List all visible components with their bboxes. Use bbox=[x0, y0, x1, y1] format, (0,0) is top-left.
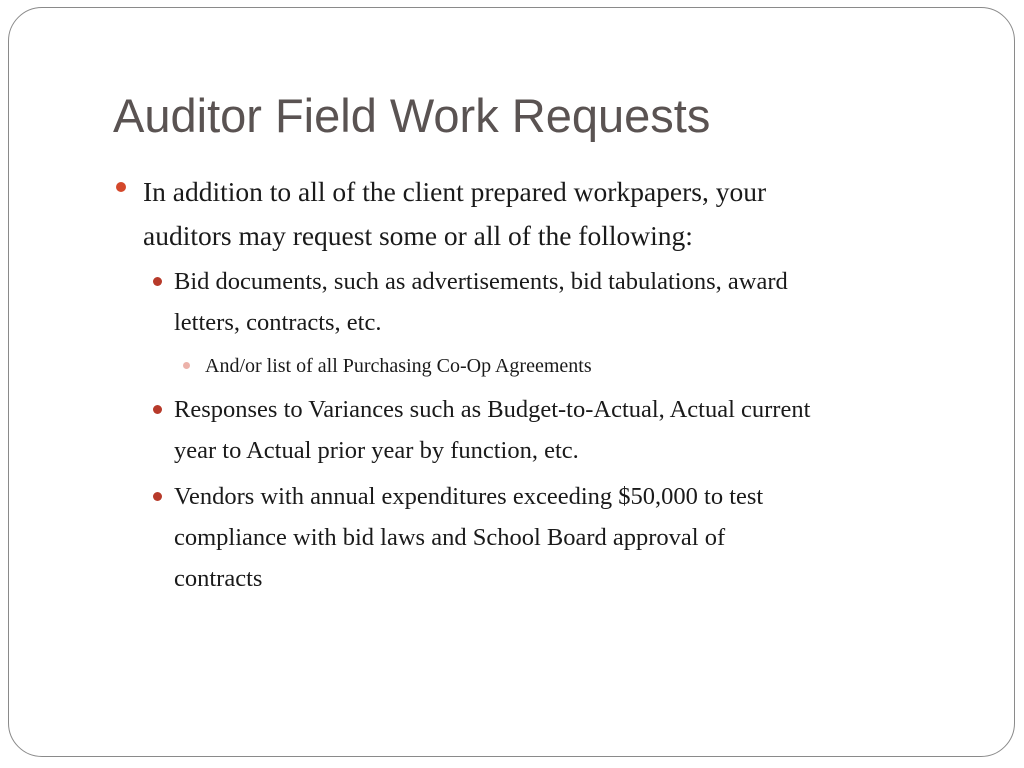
sub-sub-point-line: And/or list of all Purchasing Co-Op Agreements bbox=[205, 355, 592, 377]
sub-point-line: Vendors with annual expenditures exceeding $50,000 to test bbox=[174, 483, 764, 510]
sub-sub-point-coop bbox=[205, 351, 905, 381]
sub-point-line: contracts bbox=[174, 565, 263, 592]
slide-title: Auditor Field Work Requests bbox=[113, 89, 711, 142]
main-point-line: In addition to all of the client prepared workpapers, your bbox=[143, 176, 767, 207]
bullet-dot-icon bbox=[153, 277, 162, 286]
sub-point-line: letters, contracts, etc. bbox=[174, 309, 382, 336]
sub-point-variances bbox=[174, 389, 974, 471]
sub-point-line: Bid documents, such as advertisements, bid tabulations, award bbox=[174, 268, 788, 295]
sub-point-line: year to Actual prior year by function, etc. bbox=[174, 437, 579, 464]
sub-point-line: compliance with bid laws and School Board approval of bbox=[174, 524, 726, 551]
sub-point-line: Responses to Variances such as Budget-to-Actual, Actual current bbox=[174, 396, 811, 423]
sub-point-bid-documents bbox=[174, 261, 974, 343]
sub-point-vendors bbox=[174, 476, 974, 599]
bullet-dot-icon bbox=[183, 362, 190, 369]
bullet-dot-icon bbox=[116, 182, 126, 192]
main-point bbox=[143, 170, 933, 258]
main-point-line: auditors may request some or all of the following: bbox=[143, 220, 693, 251]
bullet-dot-icon bbox=[153, 405, 162, 414]
bullet-dot-icon bbox=[153, 492, 162, 501]
